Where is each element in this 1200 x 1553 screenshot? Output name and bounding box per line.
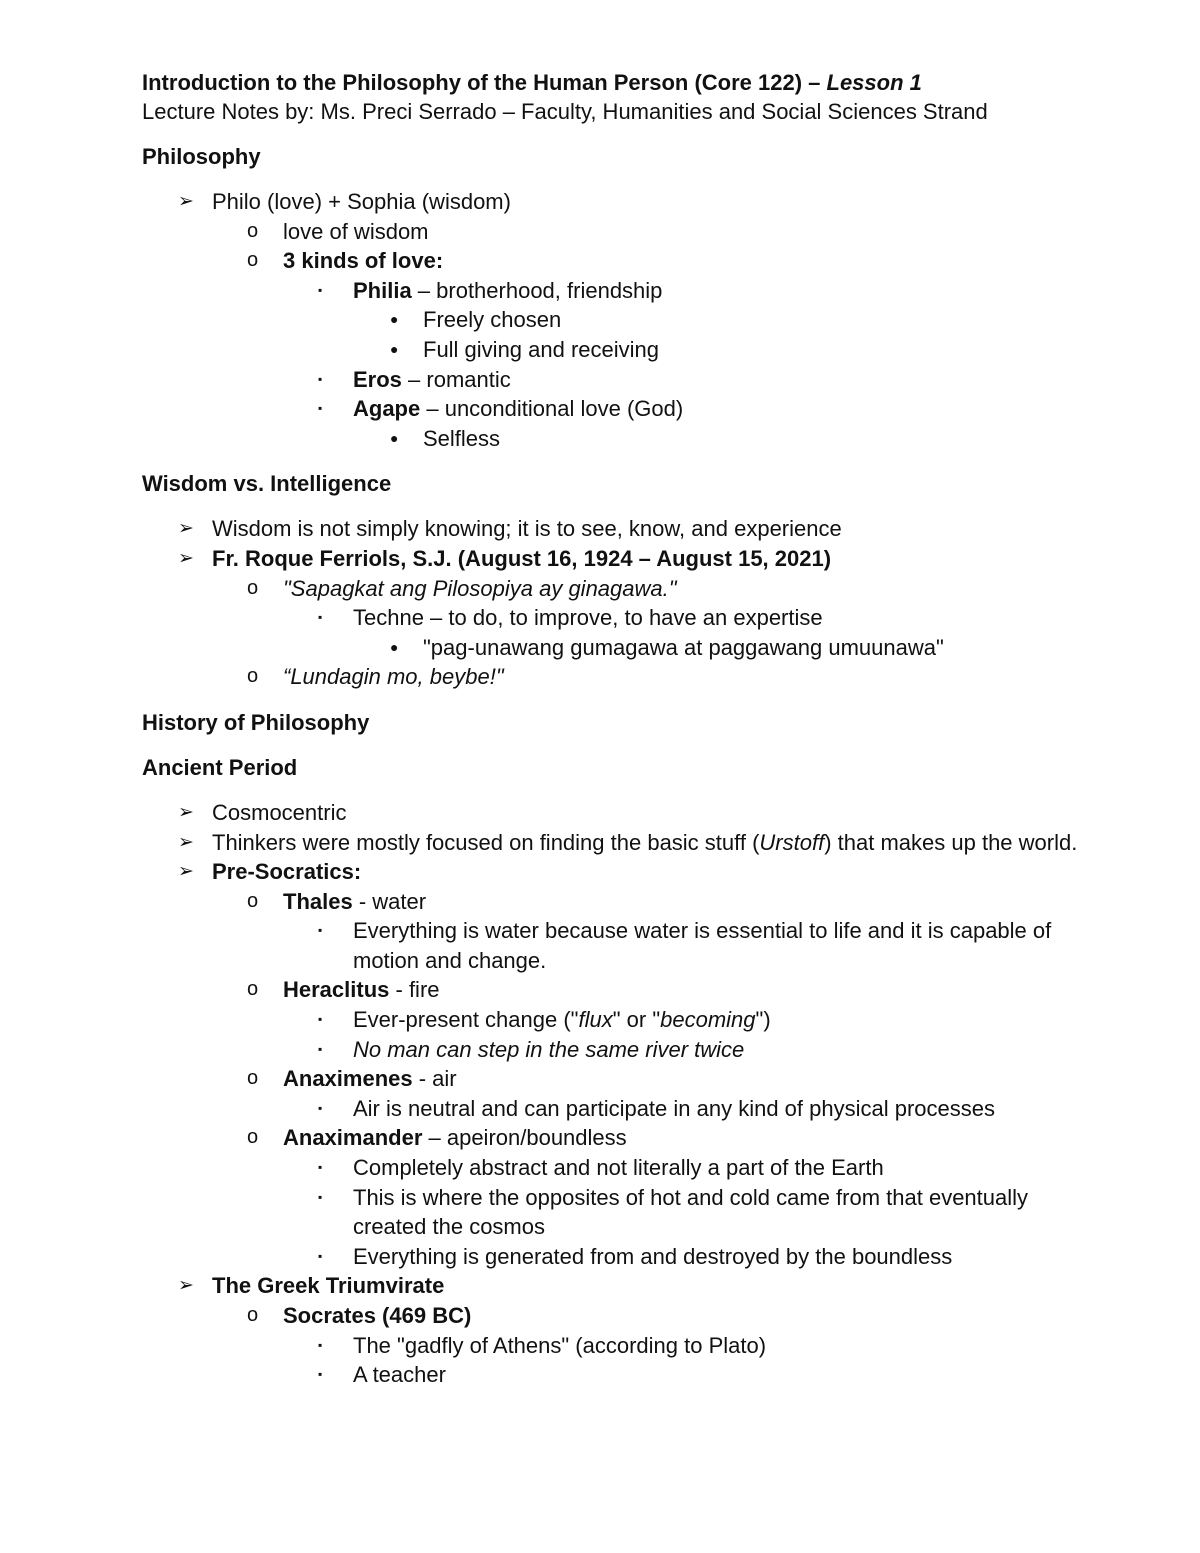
circle-bullet-icon: o — [247, 1126, 259, 1149]
list-item: ▪ Techne – to do, to improve, to have an expertise — [142, 603, 1102, 633]
dot-bullet-icon: ● — [390, 638, 399, 655]
square-bullet-icon: ▪ — [318, 371, 323, 386]
document-title: Introduction to the Philosophy of the Human Person (Core 122) – Lesson 1 — [142, 70, 922, 95]
list-item: ● Selfless — [142, 424, 1102, 454]
list-item: o Anaximander – apeiron/boundless — [142, 1123, 1102, 1153]
circle-bullet-icon: o — [247, 889, 259, 912]
list-item: ▪ Completely abstract and not literally a part of the Earth — [142, 1153, 1102, 1183]
list-item: o Heraclitus - fire — [142, 975, 1102, 1005]
square-bullet-icon: ▪ — [318, 1041, 323, 1056]
dot-bullet-icon: ● — [390, 340, 399, 357]
list-item: ▪ Ever-present change ("flux" or "becoming") — [142, 1005, 1102, 1035]
list-item: ➢ Wisdom is not simply knowing; it is to see, know, and experience — [142, 514, 1102, 544]
heading-wisdom: Wisdom vs. Intelligence — [142, 471, 392, 497]
square-bullet-icon: ▪ — [318, 1337, 323, 1352]
lesson-label: Lesson 1 — [826, 70, 922, 95]
dot-bullet-icon: ● — [390, 311, 399, 328]
circle-bullet-icon: o — [247, 1304, 259, 1326]
square-bullet-icon: ▪ — [318, 923, 323, 938]
list-item: ▪ Philia – brotherhood, friendship — [142, 276, 1102, 306]
square-bullet-icon: ▪ — [318, 1012, 323, 1027]
ancient-list — [142, 798, 1102, 1390]
circle-bullet-icon: o — [247, 249, 259, 272]
list-item: ▪ No man can step in the same river twice — [142, 1035, 1102, 1065]
list-item: o "Sapagkat ang Pilosopiya ay ginagawa." — [142, 574, 1102, 604]
list-item: ➢ Thinkers were mostly focused on finding the basic stuff (Urstoff) that makes up the world. — [142, 828, 1102, 858]
list-item: o Socrates (469 BC) — [142, 1301, 1102, 1331]
list-item: o “Lundagin mo, beybe!" — [142, 662, 1102, 692]
square-bullet-icon: ▪ — [318, 1189, 323, 1204]
square-bullet-icon: ▪ — [318, 1160, 323, 1175]
list-item: ➢ Philo (love) + Sophia (wisdom) — [142, 187, 1102, 217]
list-item: ● Full giving and receiving — [142, 335, 1102, 365]
arrow-bullet-icon: ➢ — [178, 801, 194, 823]
list-item: ● "pag-unawang gumagawa at paggawang umuunawa" — [142, 633, 1102, 663]
heading-philosophy: Philosophy — [142, 144, 261, 169]
list-item: o Anaximenes - air — [142, 1064, 1102, 1094]
square-bullet-icon: ▪ — [318, 1367, 323, 1382]
list-item: ➢ Fr. Roque Ferriols, S.J. (August 16, 1924 – August 15, 2021) — [142, 544, 1102, 574]
circle-bullet-icon: o — [247, 219, 259, 242]
list-item: ▪ The "gadfly of Athens" (according to Plato) — [142, 1331, 1102, 1361]
heading-history: History of Philosophy — [142, 709, 370, 735]
list-item: ▪ Everything is generated from and destroyed by the boundless — [142, 1242, 1102, 1272]
list-item: ● Freely chosen — [142, 305, 1102, 335]
square-bullet-icon: ▪ — [318, 401, 323, 416]
circle-bullet-icon: o — [247, 576, 259, 599]
list-item: o 3 kinds of love: — [142, 246, 1102, 276]
list-item: ▪ Agape – unconditional love (God) — [142, 394, 1102, 424]
list-item: ➢ The Greek Triumvirate — [142, 1271, 1102, 1301]
list-item: ▪ Everything is water because water is essential to life and it is capable of motion and change. — [318, 918, 1052, 973]
wisdom-list — [142, 514, 1102, 692]
square-bullet-icon: ▪ — [318, 610, 323, 625]
list-item: ▪ Air is neutral and can participate in any kind of physical processes — [142, 1094, 1102, 1124]
list-item: ➢ Cosmocentric — [142, 798, 1102, 828]
philosophy-list — [142, 187, 1102, 453]
list-item: ➢ Pre-Socratics: — [142, 857, 1102, 887]
circle-bullet-icon: o — [247, 978, 259, 1001]
arrow-bullet-icon: ➢ — [178, 547, 194, 569]
arrow-bullet-icon: ➢ — [178, 1275, 194, 1297]
square-bullet-icon: ▪ — [318, 1248, 323, 1263]
list-item: ▪ This is where the opposites of hot and cold came from that eventually created the cosmos — [318, 1184, 1029, 1240]
circle-bullet-icon: o — [247, 1067, 259, 1090]
arrow-bullet-icon: ➢ — [178, 518, 194, 540]
square-bullet-icon: ▪ — [318, 282, 323, 297]
list-item: ▪ Eros – romantic — [142, 365, 1102, 395]
list-item: ▪ A teacher — [142, 1360, 1102, 1390]
arrow-bullet-icon: ➢ — [178, 831, 194, 853]
circle-bullet-icon: o — [247, 665, 259, 688]
dot-bullet-icon: ● — [390, 429, 399, 446]
arrow-bullet-icon: ➢ — [178, 861, 194, 883]
heading-ancient-period: Ancient Period — [142, 754, 298, 780]
square-bullet-icon: ▪ — [318, 1100, 323, 1115]
document-subtitle: Lecture Notes by: Ms. Preci Serrado – Faculty, Humanities and Social Sciences Strand — [142, 99, 988, 124]
list-item: o Thales - water — [142, 887, 1102, 917]
document-page — [142, 68, 1102, 1390]
list-item: o love of wisdom — [142, 217, 1102, 247]
arrow-bullet-icon: ➢ — [178, 191, 194, 212]
